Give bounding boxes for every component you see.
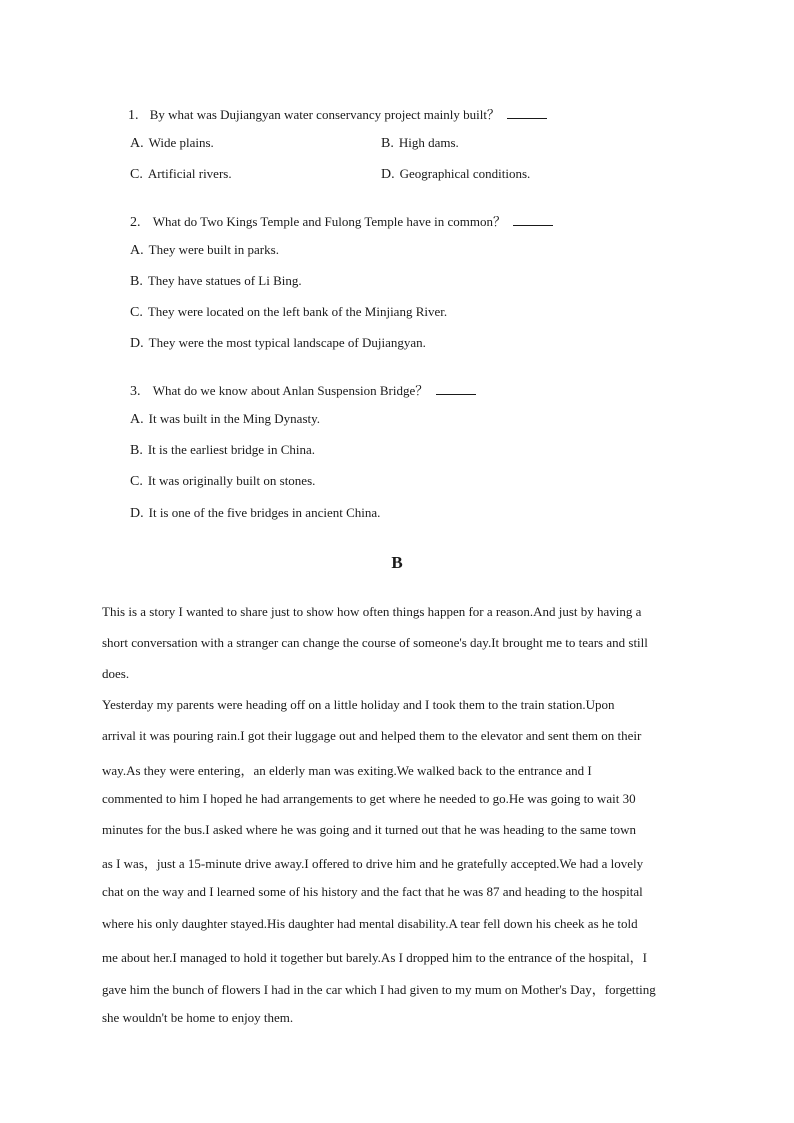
option-letter: D. xyxy=(381,167,395,182)
question-text: What do we know about Anlan Suspension Bridge？ xyxy=(152,383,429,398)
option-letter: B. xyxy=(381,136,394,151)
question-1-stem xyxy=(128,104,547,124)
option-letter: C. xyxy=(130,474,143,489)
passage-line: chat on the way and I learned some of his history and the fact that he was 87 and heading to the hospital xyxy=(102,884,643,899)
question-2-option-c xyxy=(130,304,447,321)
option-text: Artificial rivers. xyxy=(147,166,232,181)
question-text: By what was Dujiangyan water conservancy project mainly built？ xyxy=(149,107,500,122)
passage-line: This is a story I wanted to share just to show how often things happen for a reason.And just by having a xyxy=(102,604,642,619)
answer-blank[interactable] xyxy=(507,107,547,119)
option-letter: B. xyxy=(130,274,143,289)
passage-line: as I was，just a 15-minute drive away.I offered to drive him and he gratefully accepted.We had a lovely xyxy=(102,856,644,871)
question-2-option-d xyxy=(130,335,426,352)
option-letter: A. xyxy=(130,243,144,258)
question-3-option-a xyxy=(130,411,320,428)
option-text: They have statues of Li Bing. xyxy=(147,273,302,288)
option-letter: D. xyxy=(130,336,144,351)
passage-line: she wouldn't be home to enjoy them. xyxy=(102,1010,294,1025)
answer-blank[interactable] xyxy=(513,214,553,226)
option-text: High dams. xyxy=(398,135,459,150)
option-text: It is one of the five bridges in ancient China. xyxy=(148,505,381,520)
question-number: 2. xyxy=(130,215,141,230)
question-1-option-b xyxy=(381,135,459,152)
option-text: It was originally built on stones. xyxy=(147,473,316,488)
section-b-title: B xyxy=(391,553,403,572)
question-2-option-b xyxy=(130,273,302,290)
passage-line: where his only daughter stayed.His daughter had mental disability.A tear fell down his cheek as he told xyxy=(102,916,638,931)
question-2-option-a xyxy=(130,242,279,259)
question-1-option-d xyxy=(381,166,530,183)
option-letter: A. xyxy=(130,412,144,427)
passage-line: minutes for the bus.I asked where he was going and it turned out that he was heading to the same town xyxy=(102,822,636,837)
option-text: They were the most typical landscape of Dujiangyan. xyxy=(148,335,426,350)
question-number: 1. xyxy=(128,108,139,123)
option-text: They were built in parks. xyxy=(148,242,279,257)
option-text: It was built in the Ming Dynasty. xyxy=(148,411,321,426)
passage-line: me about her.I managed to hold it together but barely.As I dropped him to the entrance of the hospital，I xyxy=(102,950,648,965)
question-3-option-c xyxy=(130,473,315,490)
question-2-stem xyxy=(130,211,553,231)
question-number: 3. xyxy=(130,384,141,399)
passage-line: way.As they were entering，an elderly man was exiting.We walked back to the entrance and I xyxy=(102,763,592,778)
option-letter: A. xyxy=(130,136,144,151)
passage-line: Yesterday my parents were heading off on a little holiday and I took them to the train station.Upon xyxy=(102,697,615,712)
option-text: They were located on the left bank of the Minjiang River. xyxy=(147,304,448,319)
passage-line: commented to him I hoped he had arrangements to get where he needed to go.He was going to wait 30 xyxy=(102,791,636,806)
question-3-option-b xyxy=(130,442,315,459)
option-letter: C. xyxy=(130,167,143,182)
passage-line: arrival it was pouring rain.I got their luggage out and helped them to the elevator and sent them on their xyxy=(102,728,642,743)
passage-line: short conversation with a stranger can change the course of someone's day.It brought me to tears and still xyxy=(102,635,648,650)
question-3-option-d xyxy=(130,505,380,522)
option-letter: D. xyxy=(130,506,144,521)
option-text: Wide plains. xyxy=(148,135,214,150)
option-letter: C. xyxy=(130,305,143,320)
passage-line: gave him the bunch of flowers I had in the car which I had given to my mum on Mother's Day，forgetting xyxy=(102,982,656,997)
answer-blank[interactable] xyxy=(436,383,476,395)
question-1-option-a xyxy=(130,135,214,152)
option-text: It is the earliest bridge in China. xyxy=(147,442,315,457)
option-letter: B. xyxy=(130,443,143,458)
passage-line: does. xyxy=(102,666,130,681)
question-1-option-c xyxy=(130,166,232,183)
question-text: What do Two Kings Temple and Fulong Temple have in common？ xyxy=(152,214,507,229)
question-3-stem xyxy=(130,380,476,400)
option-text: Geographical conditions. xyxy=(399,166,531,181)
